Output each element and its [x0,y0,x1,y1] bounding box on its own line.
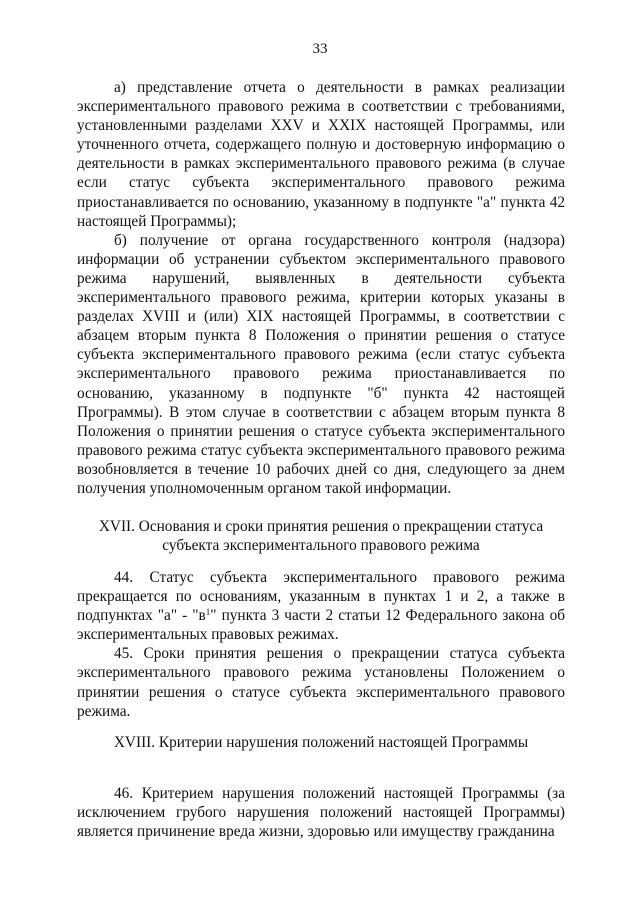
page-number: 33 [312,41,328,57]
heading-18: XVIII. Критерии нарушения положений настоящей Программы [113,734,529,751]
heading-section-17 [77,517,565,555]
heading-section-18 [77,733,565,752]
paragraph-44-text-start: 44. Статус субъекта экспериментального правового режима прекращается по основаниям, указанным в пунктах 1 и 2, а также в подпунктах "а" - "в [77,569,565,625]
heading-17-line-2: субъекта экспериментального правового режима [162,537,480,555]
paragraph-item-a: а) представление отчета о деятельности в рамках реализации экспериментального правового режима в соответствии с требованиями, установленными разделами XXV и XXIX настоящей Программы, или уточненного отчета, содержащего полную и достоверную информацию о деятельности в рамках экспериментального правового режима (в случае если статус субъекта экспериментального правового режима приостанавливается по основанию, указанному в подпункте "а" пункта 42 настоящей Программы); [77,79,565,230]
paragraph-46: 46. Критерием нарушения положений настоящей Программы (за исключением грубого нарушения положений настоящей Программы) является причинение вреда жизни, здоровью или имуществу гражданина [77,785,565,841]
paragraph-item-b: б) получение от органа государственного контроля (надзора) информации об устранении субъектом экспериментального правового режима нарушений, выявленных в деятельности субъекта экспериментального правового режима, критерии которых указаны в разделах XVIII и (или) XIX настоящей Программы, в соответствии с абзацем вторым пункта 8 Положения о принятии решения о статусе субъекта экспериментального правового режима (если статус субъекта экспериментального правового режима приостанавливается по основанию, указанному в подпункте "б" пункта 42 настоящей Программы). В этом случае в соответствии с абзацем вторым пункта 8 Положения о принятии решения о статусе субъекта экспериментального правового режима статус субъекта экспериментального правового режима возобновляется в течение 10 рабочих дней со дня, следующего за днем получения уполномоченным органом такой информации. [77,231,565,497]
paragraph-44-text-end: " пункта 3 части 2 статьи 12 Федерального закона об экспериментальных правовых режимах. [77,607,565,644]
section-17-body [77,568,565,721]
paragraph-44-superscript: 1 [205,607,211,618]
paragraph-44 [77,568,565,644]
heading-17-line-1: XVII. Основания и сроки принятия решения о прекращении статуса [98,518,544,535]
paragraph-45: 45. Сроки принятия решения о прекращении статуса субъекта экспериментального правового режима установлены Положением о принятии решения о статусе субъекта экспериментального правового режима. [77,645,565,720]
section-18-body [77,784,565,841]
section-16-items [77,78,565,498]
